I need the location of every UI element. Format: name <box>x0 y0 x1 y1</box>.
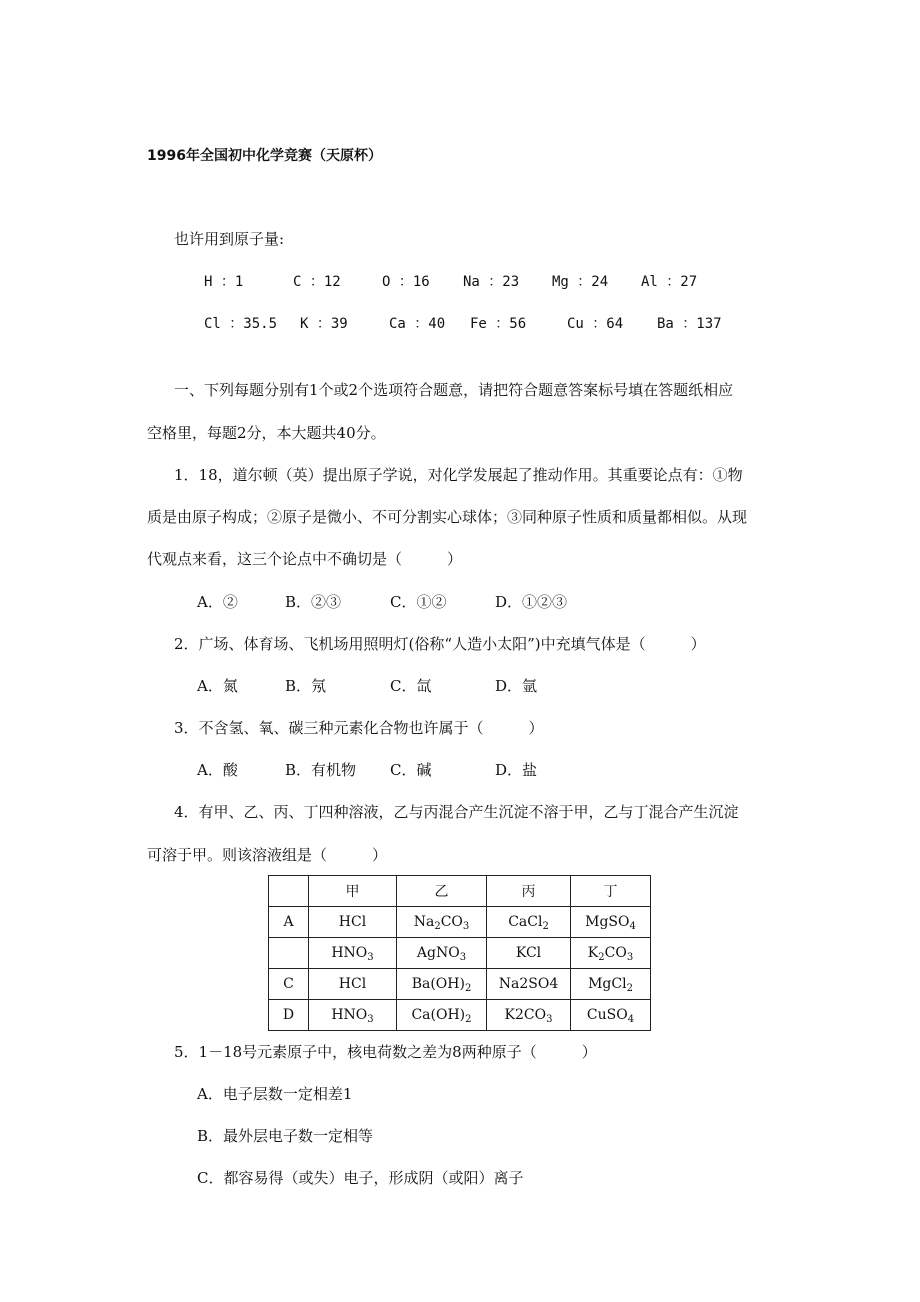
formula-subscript: 3 <box>546 1014 553 1025</box>
section-one-instructions: 空格里，每题2分，本大题共40分。 <box>147 424 386 442</box>
formula-subscript: 2 <box>626 983 633 994</box>
option: D．盐 <box>495 761 538 779</box>
formula-part: K2CO <box>504 1007 547 1023</box>
option: C．①② <box>390 593 447 611</box>
table-cell <box>397 969 487 1000</box>
table-header-row <box>269 876 651 907</box>
table-cell <box>487 907 571 938</box>
table-cell <box>309 907 397 938</box>
formula-subscript: 3 <box>459 952 467 963</box>
table-row <box>269 969 651 1000</box>
question-1: 1．18，道尔顿（英）提出原子学说，对化学发展起了推动作用。其重要论点有：①物 <box>174 466 743 484</box>
formula-part: CO <box>604 945 627 961</box>
option: A．② <box>197 593 238 611</box>
formula-subscript: 4 <box>629 921 636 932</box>
formula-part: Ca(OH) <box>411 1007 466 1023</box>
formula-part: CO <box>440 914 463 930</box>
option: C．都容易得（或失）电子，形成阴（或阳）离子 <box>197 1169 524 1187</box>
formula-part: MgSO <box>585 914 630 930</box>
formula-part: Na <box>413 914 435 930</box>
table-cell <box>269 938 309 969</box>
option: B．有机物 <box>285 761 357 779</box>
formula-subscript: 4 <box>627 1014 635 1025</box>
table-row <box>269 1000 651 1031</box>
formula-part: AgNO <box>416 945 460 961</box>
table-cell <box>571 907 651 938</box>
formula-subscript: 3 <box>367 1014 374 1025</box>
formula-part: D <box>282 1007 295 1023</box>
atomic-mass: Cl ：35.5 <box>204 316 278 332</box>
table-cell <box>309 938 397 969</box>
formula-subscript: 3 <box>626 952 634 963</box>
atomic-mass: Na ：23 <box>463 274 520 290</box>
question-1: 质是由原子构成；②原子是微小、不可分割实心球体；③同种原子性质和质量都相似。从现 <box>147 508 748 526</box>
table-cell <box>571 938 651 969</box>
question-1: 代观点来看，这三个论点中不确切是（ ） <box>147 550 463 568</box>
table-cell <box>269 1000 309 1031</box>
table-cell <box>571 969 651 1000</box>
atomic-mass: H ：1 <box>204 274 244 290</box>
formula-part: C <box>283 976 294 992</box>
table-row <box>269 938 651 969</box>
formula-part: KCl <box>515 945 542 961</box>
formula-part: MgCl <box>588 976 627 992</box>
atomic-mass: Ba ：137 <box>657 316 722 332</box>
option: B．最外层电子数一定相等 <box>197 1127 374 1145</box>
question-5: 5．1－18号元素原子中，核电荷数之差为8两种原子（ ） <box>174 1043 597 1061</box>
question-4: 可溶于甲。则该溶液组是（ ） <box>147 846 388 864</box>
table-header-cell: 丙 <box>487 876 571 907</box>
option: B．氖 <box>285 677 327 695</box>
section-one-instructions: 一、下列每题分别有1个或2个选项符合题意，请把符合题意答案标号填在答题纸相应 <box>174 381 734 399</box>
formula-subscript: 2 <box>464 983 472 994</box>
formula-part: A <box>283 914 294 930</box>
table-cell <box>571 1000 651 1031</box>
formula-part: Ba(OH) <box>411 976 465 992</box>
formula-subscript: 2 <box>542 921 549 932</box>
table-cell <box>397 907 487 938</box>
option: A．电子层数一定相差1 <box>197 1085 353 1103</box>
atomic-mass: Al ：27 <box>641 274 698 290</box>
formula-part: HCl <box>338 976 367 992</box>
formula-part: CuSO <box>586 1007 628 1023</box>
table-header-cell: 甲 <box>309 876 397 907</box>
option: D．氩 <box>495 677 538 695</box>
option: A．氮 <box>197 677 238 695</box>
table-cell <box>397 1000 487 1031</box>
formula-subscript: 3 <box>367 952 374 963</box>
formula-part: K <box>587 945 599 961</box>
formula-part: HNO <box>331 945 368 961</box>
atomic-mass: K ：39 <box>300 316 348 332</box>
option: B．②③ <box>285 593 342 611</box>
atomic-mass: Mg ：24 <box>552 274 609 290</box>
document-title: 1996年全国初中化学竞赛（天原杯） <box>147 148 382 164</box>
table-header-cell <box>269 876 309 907</box>
formula-subscript: 2 <box>465 1014 472 1025</box>
question-3: 3．不含氢、氧、碳三种元素化合物也许属于（ ） <box>174 719 544 737</box>
atomic-mass: Fe ：56 <box>470 316 527 332</box>
table-header-cell: 丁 <box>571 876 651 907</box>
table-cell <box>269 969 309 1000</box>
table-cell <box>487 969 571 1000</box>
atomic-mass: Ca ：40 <box>389 316 446 332</box>
table-cell <box>397 938 487 969</box>
atomic-mass-intro: 也许用到原子量: <box>174 230 285 248</box>
table-row <box>269 907 651 938</box>
formula-part: HNO <box>331 1007 368 1023</box>
option: D．①②③ <box>495 593 568 611</box>
formula-subscript: 3 <box>462 921 470 932</box>
table-cell <box>487 938 571 969</box>
option: C．碱 <box>390 761 432 779</box>
formula-part: Na2SO4 <box>498 976 559 992</box>
table-cell <box>269 907 309 938</box>
option: C．氙 <box>390 677 432 695</box>
atomic-mass: O ：16 <box>382 274 430 290</box>
formula-part: CaCl <box>508 914 543 930</box>
table-cell <box>309 1000 397 1031</box>
question-2: 2．广场、体育场、飞机场用照明灯(俗称“人造小太阳”)中充填气体是（ ） <box>174 635 706 653</box>
formula-part: HCl <box>338 914 367 930</box>
solution-table <box>268 875 651 1031</box>
table-cell <box>487 1000 571 1031</box>
atomic-mass: Cu ：64 <box>567 316 624 332</box>
formula-subscript: 2 <box>598 952 605 963</box>
table-cell <box>309 969 397 1000</box>
table-header-cell: 乙 <box>397 876 487 907</box>
formula-subscript: 2 <box>434 921 441 932</box>
option: A．酸 <box>197 761 238 779</box>
question-4: 4．有甲、乙、丙、丁四种溶液，乙与丙混合产生沉淀不溶于甲，乙与丁混合产生沉淀 <box>174 803 739 821</box>
atomic-mass: C ：12 <box>293 274 341 290</box>
